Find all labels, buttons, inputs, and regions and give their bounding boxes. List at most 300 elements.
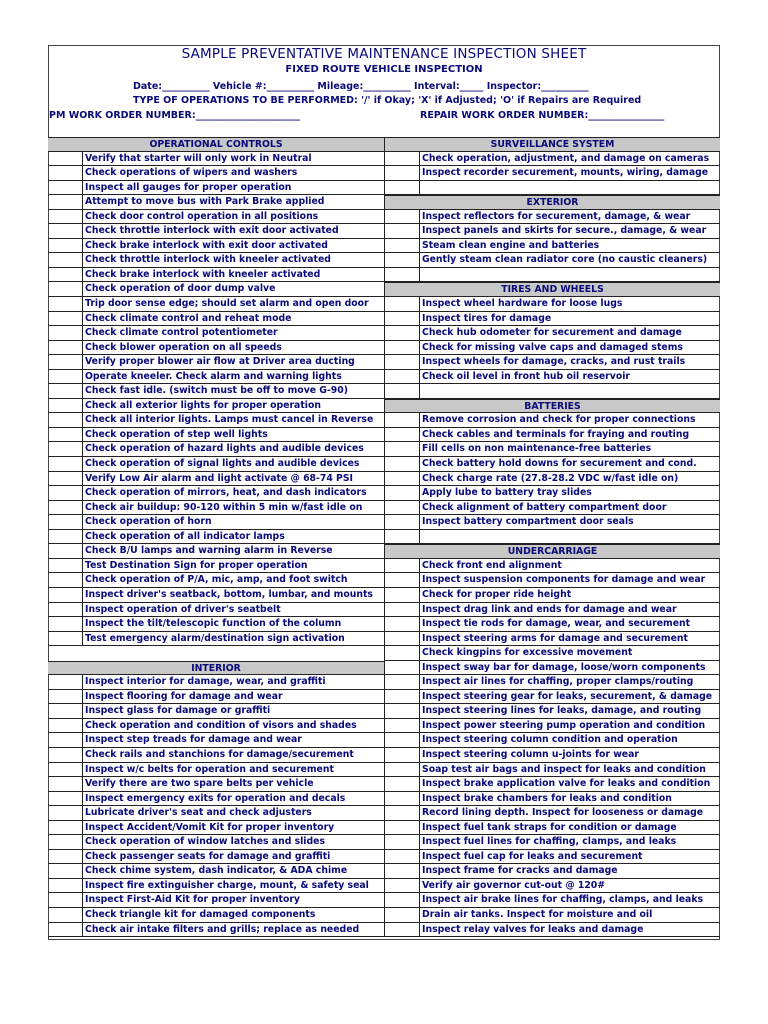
checklist-item-label: Apply lube to battery tray slides bbox=[422, 487, 592, 499]
checklist-row bbox=[385, 661, 720, 676]
checkmark-box[interactable] bbox=[385, 777, 420, 791]
checklist-item-label: Steam clean engine and batteries bbox=[422, 239, 600, 251]
checklist-item-label: Inspect fuel tank straps for condition or damage bbox=[422, 821, 677, 833]
checkmark-box[interactable] bbox=[385, 515, 420, 529]
checklist-item-label: Check throttle interlock with exit door activated bbox=[85, 225, 339, 237]
checkmark-box[interactable] bbox=[385, 893, 420, 907]
checkmark-box[interactable] bbox=[48, 850, 83, 864]
checklist-item-label: Soap test air bags and inspect for leaks and condition bbox=[422, 763, 706, 775]
checklist-item-label: Inspect brake application valve for leaks and condition bbox=[422, 778, 711, 790]
checkmark-box[interactable] bbox=[48, 268, 83, 282]
checkmark-box[interactable] bbox=[385, 675, 420, 689]
checklist-item-label: Verify air governor cut-out @ 120# bbox=[422, 879, 606, 891]
checklist-item-label: Check operation of window latches and slides bbox=[85, 836, 325, 848]
checkmark-box[interactable] bbox=[385, 908, 420, 922]
checklist-row bbox=[385, 559, 720, 574]
checklist-row bbox=[48, 530, 385, 545]
checkmark-box[interactable] bbox=[385, 733, 420, 747]
checklist-row bbox=[385, 501, 720, 516]
checklist-item-label: Check operation of door dump valve bbox=[85, 283, 276, 295]
checklist-item-label: Inspect steering lines for leaks, damage, and routing bbox=[422, 705, 702, 717]
checklist-row bbox=[385, 748, 720, 763]
checklist-row bbox=[48, 850, 385, 865]
checklist-item-label: Check door control operation in all positions bbox=[85, 210, 319, 222]
checkmark-box[interactable] bbox=[48, 370, 83, 384]
checklist-row bbox=[385, 908, 720, 923]
checklist-row bbox=[385, 312, 720, 327]
checkmark-box[interactable] bbox=[385, 442, 420, 456]
checklist-item-label: Inspect steering column u-joints for wear bbox=[422, 748, 639, 760]
checklist-item-label: Check operation of hazard lights and audible devices bbox=[85, 443, 364, 455]
page-title: SAMPLE PREVENTATIVE MAINTENANCE INSPECTION SHEET bbox=[181, 46, 587, 62]
checklist-item-label: Check air buildup: 90-120 within 5 min w/fast idle on bbox=[85, 501, 363, 513]
checklist-row bbox=[48, 704, 385, 719]
checklist-item-label: Check air intake filters and grills; replace as needed bbox=[85, 923, 360, 935]
checkmark-box[interactable] bbox=[48, 457, 83, 471]
checklist-row bbox=[385, 355, 720, 370]
checkmark-box[interactable] bbox=[385, 297, 420, 311]
checkmark-box[interactable] bbox=[48, 501, 83, 515]
checkmark-box[interactable] bbox=[385, 573, 420, 587]
checkmark-box[interactable] bbox=[385, 748, 420, 762]
checklist-row bbox=[48, 588, 385, 603]
section-header bbox=[385, 282, 720, 297]
checklist-row bbox=[48, 326, 385, 341]
checklist-row bbox=[48, 181, 385, 196]
checklist-row bbox=[48, 268, 385, 283]
section-header-label: INTERIOR bbox=[191, 662, 241, 674]
checklist-item-label: Check blower operation on all speeds bbox=[85, 341, 282, 353]
checkmark-box[interactable] bbox=[48, 442, 83, 456]
checklist-item-label: Check operation of step well lights bbox=[85, 428, 268, 440]
checklist-row bbox=[385, 719, 720, 734]
checklist-item-label: Fill cells on non maintenance-free batteries bbox=[422, 443, 652, 455]
repair-work-order-field: REPAIR WORK ORDER NUMBER:________________ bbox=[420, 110, 665, 121]
checkmark-box[interactable] bbox=[385, 312, 420, 326]
checklist-item-label: Check throttle interlock with kneeler activated bbox=[85, 254, 331, 266]
checklist-item-label: Inspect sway bar for damage, loose/worn components bbox=[422, 661, 706, 673]
checklist-row bbox=[48, 908, 385, 923]
checklist-row bbox=[385, 413, 720, 428]
checkmark-box bbox=[385, 530, 420, 544]
blank-row bbox=[385, 181, 720, 196]
checkmark-box[interactable] bbox=[48, 573, 83, 587]
checklist-row bbox=[385, 573, 720, 588]
checkmark-box[interactable] bbox=[385, 923, 420, 937]
checklist-row bbox=[385, 850, 720, 865]
checklist-item-label: Test Destination Sign for proper operation bbox=[85, 559, 308, 571]
checklist-row bbox=[48, 792, 385, 807]
checklist-item-label: Check alignment of battery compartment door bbox=[422, 501, 667, 513]
checklist-item-label: Check climate control potentiometer bbox=[85, 327, 278, 339]
checklist-row bbox=[385, 690, 720, 705]
checkmark-box[interactable] bbox=[48, 413, 83, 427]
checklist-item-label: Inspect power steering pump operation and condition bbox=[422, 719, 706, 731]
checklist-item-label: Inspect frame for cracks and damage bbox=[422, 865, 618, 877]
checkmark-box[interactable] bbox=[48, 224, 83, 238]
checkmark-box[interactable] bbox=[385, 370, 420, 384]
checkmark-box[interactable] bbox=[48, 675, 83, 689]
checklist-row bbox=[385, 777, 720, 792]
checklist-row bbox=[48, 515, 385, 530]
checklist-row bbox=[385, 617, 720, 632]
checklist-item-label: Check brake interlock with exit door activated bbox=[85, 239, 328, 251]
checklist-row bbox=[385, 253, 720, 268]
checklist-row bbox=[385, 806, 720, 821]
checklist-item-label: Check triangle kit for damaged components bbox=[85, 908, 316, 920]
section-header-label: EXTERIOR bbox=[526, 197, 579, 209]
checklist-item-label: Verify Low Air alarm and light activate @ 68-74 PSI bbox=[85, 472, 354, 484]
checkmark-box[interactable] bbox=[385, 763, 420, 777]
checklist-row bbox=[385, 864, 720, 879]
checkmark-box[interactable] bbox=[48, 384, 83, 398]
checklist-item-label: Inspect suspension components for damage and wear bbox=[422, 574, 706, 586]
operations-legend: TYPE OF OPERATIONS TO BE PERFORMED: '/' if Okay; 'X' if Adjusted; 'O' if Repairs are Required bbox=[133, 95, 642, 106]
checkmark-box[interactable] bbox=[48, 792, 83, 806]
checklist-row bbox=[48, 777, 385, 792]
checklist-item-label: Test emergency alarm/destination sign activation bbox=[85, 632, 345, 644]
checkmark-box bbox=[385, 181, 420, 195]
checkmark-box[interactable] bbox=[48, 399, 83, 413]
checklist-row bbox=[385, 428, 720, 443]
checklist-item-label: Inspect brake chambers for leaks and condition bbox=[422, 792, 672, 804]
checklist-item-label: Trip door sense edge; should set alarm and open door bbox=[85, 298, 369, 310]
checkmark-box[interactable] bbox=[48, 893, 83, 907]
info-line: Date:__________ Vehicle #:__________ Mileage:__________ Interval:_____ Inspector:__________ bbox=[133, 81, 589, 92]
checkmark-box[interactable] bbox=[385, 457, 420, 471]
checklist-row bbox=[48, 617, 385, 632]
checklist-row bbox=[385, 297, 720, 312]
checkmark-box[interactable] bbox=[48, 908, 83, 922]
checklist-row bbox=[385, 486, 720, 501]
right-checklist-column bbox=[385, 137, 720, 937]
checklist-item-label: Check charge rate (27.8-28.2 VDC w/fast idle on) bbox=[422, 472, 679, 484]
checklist-row bbox=[385, 675, 720, 690]
checklist-item-label: Record lining depth. Inspect for looseness or damage bbox=[422, 807, 704, 819]
checklist-row bbox=[48, 166, 385, 181]
checklist-row bbox=[48, 210, 385, 225]
checklist-row bbox=[385, 879, 720, 894]
section-header-label: TIRES AND WHEELS bbox=[501, 284, 604, 296]
checkmark-box[interactable] bbox=[385, 326, 420, 340]
checkmark-box[interactable] bbox=[48, 879, 83, 893]
checklist-item-label: Inspect First-Aid Kit for proper inventory bbox=[85, 894, 300, 906]
checklist-item-label: Inspect wheels for damage, cracks, and rust trails bbox=[422, 356, 686, 368]
checklist-row bbox=[385, 224, 720, 239]
checklist-item-label: Inspect interior for damage, wear, and graffiti bbox=[85, 676, 326, 688]
section-header bbox=[385, 137, 720, 152]
checklist-row bbox=[48, 544, 385, 559]
checkmark-box[interactable] bbox=[48, 515, 83, 529]
checklist-item-label: Check rails and stanchions for damage/securement bbox=[85, 748, 354, 760]
checklist-item-label: Gently steam clean radiator core (no caustic cleaners) bbox=[422, 254, 708, 266]
blank-row bbox=[48, 646, 385, 661]
checkmark-box[interactable] bbox=[385, 704, 420, 718]
checkmark-box[interactable] bbox=[48, 253, 83, 267]
checkmark-box[interactable] bbox=[48, 210, 83, 224]
checkmark-box[interactable] bbox=[48, 297, 83, 311]
checklist-row bbox=[385, 646, 720, 661]
checklist-item-label: Remove corrosion and check for proper connections bbox=[422, 414, 696, 426]
checklist-row bbox=[48, 690, 385, 705]
checklist-item-label: Check front end alignment bbox=[422, 559, 562, 571]
section-header bbox=[48, 137, 385, 152]
checkmark-box[interactable] bbox=[48, 748, 83, 762]
checklist-row bbox=[48, 748, 385, 763]
checkmark-box[interactable] bbox=[385, 603, 420, 617]
checklist-item-label: Inspect panels and skirts for secure., damage, & wear bbox=[422, 225, 707, 237]
checklist-item-label: Check cables and terminals for fraying and routing bbox=[422, 428, 690, 440]
checkmark-box[interactable] bbox=[48, 835, 83, 849]
checklist-item-label: Check kingpins for excessive movement bbox=[422, 647, 633, 659]
checkmark-box[interactable] bbox=[48, 282, 83, 296]
checklist-row bbox=[385, 370, 720, 385]
checklist-item-label: Inspect fire extinguisher charge, mount, & safety seal bbox=[85, 879, 369, 891]
checklist-row bbox=[385, 239, 720, 254]
checklist-row bbox=[48, 384, 385, 399]
blank-row bbox=[385, 530, 720, 545]
checklist-item-label: Inspect driver's seatback, bottom, lumbar, and mounts bbox=[85, 588, 373, 600]
section-header bbox=[385, 195, 720, 210]
checkmark-box[interactable] bbox=[385, 835, 420, 849]
checklist-row bbox=[48, 893, 385, 908]
checkmark-box[interactable] bbox=[385, 792, 420, 806]
checklist-item-label: Inspect steering column condition and operation bbox=[422, 734, 678, 746]
checklist-row bbox=[385, 515, 720, 530]
checklist-row bbox=[48, 370, 385, 385]
checklist-item-label: Check hub odometer for securement and damage bbox=[422, 327, 682, 339]
checklist-row bbox=[385, 472, 720, 487]
checklist-item-label: Lubricate driver's seat and check adjusters bbox=[85, 807, 312, 819]
checklist-item-label: Inspect glass for damage or graffiti bbox=[85, 705, 271, 717]
checklist-row bbox=[48, 835, 385, 850]
checklist-item-label: Inspect tires for damage bbox=[422, 312, 552, 324]
checkmark-box[interactable] bbox=[48, 195, 83, 209]
checklist-row bbox=[48, 442, 385, 457]
checklist-row bbox=[48, 719, 385, 734]
checklist-item-label: Inspect battery compartment door seals bbox=[422, 516, 634, 528]
checklist-item-label: Inspect air lines for chaffing, proper clamps/routing bbox=[422, 676, 694, 688]
checkmark-box[interactable] bbox=[48, 326, 83, 340]
checkmark-box[interactable] bbox=[385, 166, 420, 180]
checklist-row bbox=[385, 210, 720, 225]
checklist-item-label: Inspect recorder securement, mounts, wiring, damage bbox=[422, 167, 709, 179]
checklist-item-label: Check operation of P/A, mic, amp, and foot switch bbox=[85, 574, 348, 586]
checklist-row bbox=[48, 675, 385, 690]
checkmark-box[interactable] bbox=[48, 588, 83, 602]
checklist-row bbox=[48, 864, 385, 879]
checkmark-box[interactable] bbox=[385, 632, 420, 646]
checkmark-box[interactable] bbox=[48, 603, 83, 617]
checkmark-box[interactable] bbox=[48, 923, 83, 937]
checkmark-box[interactable] bbox=[48, 472, 83, 486]
checkmark-box[interactable] bbox=[385, 879, 420, 893]
checkmark-box[interactable] bbox=[48, 530, 83, 544]
checkmark-box[interactable] bbox=[385, 690, 420, 704]
checkmark-box[interactable] bbox=[48, 341, 83, 355]
checklist-item-label: Check operation of mirrors, heat, and dash indicators bbox=[85, 487, 367, 499]
checkmark-box bbox=[385, 384, 420, 398]
checklist-row bbox=[385, 763, 720, 778]
checklist-item-label: Inspect air brake lines for chaffing, clamps, and leaks bbox=[422, 894, 704, 906]
checklist-item-label: Check operation, adjustment, and damage on cameras bbox=[422, 152, 710, 164]
checklist-item-label: Inspect the tilt/telescopic function of the column bbox=[85, 618, 342, 630]
checklist-row bbox=[48, 879, 385, 894]
section-header-label: UNDERCARRIAGE bbox=[507, 546, 598, 558]
checklist-item-label: Inspect fuel cap for leaks and securement bbox=[422, 850, 643, 862]
section-header-label: OPERATIONAL CONTROLS bbox=[149, 139, 283, 150]
checklist-row bbox=[48, 821, 385, 836]
page-subtitle: FIXED ROUTE VEHICLE INSPECTION bbox=[285, 64, 483, 75]
checklist-row bbox=[385, 893, 720, 908]
checklist-item-label: Inspect flooring for damage and wear bbox=[85, 690, 283, 702]
checkmark-box[interactable] bbox=[48, 690, 83, 704]
checklist-row bbox=[385, 923, 720, 938]
checkmark-box[interactable] bbox=[48, 544, 83, 558]
checklist-item-label: Attempt to move bus with Park Brake applied bbox=[85, 196, 325, 208]
checklist-item-label: Inspect operation of driver's seatbelt bbox=[85, 603, 281, 615]
section-header-label: SURVEILLANCE SYSTEM bbox=[490, 139, 615, 150]
checkmark-box[interactable] bbox=[385, 850, 420, 864]
checklist-row bbox=[48, 413, 385, 428]
checklist-row bbox=[385, 588, 720, 603]
checklist-row bbox=[385, 152, 720, 167]
checkmark-box[interactable] bbox=[48, 704, 83, 718]
checkmark-box[interactable] bbox=[385, 821, 420, 835]
checklist-row bbox=[48, 573, 385, 588]
checklist-item-label: Check passenger seats for damage and graffiti bbox=[85, 850, 331, 862]
checklist-row bbox=[385, 341, 720, 356]
checkmark-box[interactable] bbox=[48, 806, 83, 820]
checkmark-box[interactable] bbox=[48, 632, 83, 646]
checklist-item-label: Drain air tanks. Inspect for moisture and oil bbox=[422, 908, 653, 920]
checkmark-box[interactable] bbox=[48, 486, 83, 500]
checkmark-box[interactable] bbox=[385, 806, 420, 820]
checklist-row bbox=[48, 399, 385, 414]
checklist-item-label: Inspect steering gear for leaks, securement, & damage bbox=[422, 690, 713, 702]
checklist-row bbox=[48, 733, 385, 748]
checklist-item-label: Inspect step treads for damage and wear bbox=[85, 734, 302, 746]
checklist-item-label: Check operation of signal lights and audible devices bbox=[85, 458, 360, 470]
checkmark-box[interactable] bbox=[48, 166, 83, 180]
checkmark-box[interactable] bbox=[385, 486, 420, 500]
checklist-item-label: Inspect all gauges for proper operation bbox=[85, 181, 292, 193]
checklist-item-label: Inspect relay valves for leaks and damage bbox=[422, 923, 644, 935]
checkmark-box[interactable] bbox=[385, 239, 420, 253]
checkmark-box[interactable] bbox=[385, 646, 420, 660]
checklist-row bbox=[385, 835, 720, 850]
checklist-row bbox=[48, 341, 385, 356]
checkmark-box[interactable] bbox=[48, 719, 83, 733]
checklist-row bbox=[48, 763, 385, 778]
checkmark-box[interactable] bbox=[385, 559, 420, 573]
checklist-row bbox=[385, 821, 720, 836]
checklist-row bbox=[48, 297, 385, 312]
checkmark-box[interactable] bbox=[385, 428, 420, 442]
checklist-row bbox=[385, 442, 720, 457]
checkmark-box[interactable] bbox=[385, 864, 420, 878]
left-checklist-column bbox=[48, 137, 385, 937]
checkmark-box[interactable] bbox=[385, 341, 420, 355]
checklist-item-label: Inspect Accident/Vomit Kit for proper inventory bbox=[85, 821, 335, 833]
checkmark-box[interactable] bbox=[385, 355, 420, 369]
checklist-row bbox=[48, 603, 385, 618]
checklist-item-label: Check battery hold downs for securement and cond. bbox=[422, 458, 697, 470]
checklist-item-label: Check operations of wipers and washers bbox=[85, 167, 298, 179]
checklist-row bbox=[48, 923, 385, 938]
checkmark-box[interactable] bbox=[385, 224, 420, 238]
checklist-item-label: Check climate control and reheat mode bbox=[85, 312, 292, 324]
checklist-row bbox=[385, 603, 720, 618]
checkmark-box[interactable] bbox=[385, 588, 420, 602]
checkmark-box[interactable] bbox=[385, 661, 420, 675]
section-header bbox=[385, 544, 720, 559]
checklist-row bbox=[48, 152, 385, 167]
checklist-item-label: Check B/U lamps and warning alarm in Reverse bbox=[85, 545, 333, 557]
checkmark-box[interactable] bbox=[48, 733, 83, 747]
checklist-item-label: Inspect steering arms for damage and securement bbox=[422, 632, 688, 644]
checkmark-box[interactable] bbox=[385, 253, 420, 267]
checkmark-box bbox=[385, 268, 420, 282]
section-header-label: BATTERIES bbox=[524, 400, 581, 412]
checkmark-box[interactable] bbox=[48, 181, 83, 195]
checkmark-box[interactable] bbox=[48, 777, 83, 791]
checklist-row bbox=[48, 195, 385, 210]
checklist-row bbox=[48, 253, 385, 268]
checklist-item-label: Check fast idle. (switch must be off to move G-90) bbox=[85, 385, 348, 397]
checklist-row bbox=[385, 326, 720, 341]
checkmark-box[interactable] bbox=[48, 355, 83, 369]
checklist-item-label: Operate kneeler. Check alarm and warning lights bbox=[85, 370, 342, 382]
checkmark-box[interactable] bbox=[385, 472, 420, 486]
checklist-item-label: Check oil level in front hub oil reservoir bbox=[422, 370, 630, 382]
blank-row bbox=[385, 268, 720, 283]
checklist-item-label: Inspect fuel lines for chaffing, clamps, and leaks bbox=[422, 836, 677, 848]
checklist-item-label: Verify proper blower air flow at Driver area ducting bbox=[85, 356, 355, 368]
checklist-item-label: Verify that starter will only work in Neutral bbox=[85, 152, 312, 164]
checklist-row bbox=[48, 472, 385, 487]
checklist-item-label: Check operation of all indicator lamps bbox=[85, 530, 285, 542]
checkmark-box[interactable] bbox=[48, 428, 83, 442]
checklist-row bbox=[385, 733, 720, 748]
checkmark-box[interactable] bbox=[385, 210, 420, 224]
checklist-row bbox=[48, 632, 385, 647]
checkmark-box[interactable] bbox=[385, 501, 420, 515]
section-header bbox=[48, 661, 385, 676]
checkmark-box[interactable] bbox=[48, 821, 83, 835]
checklist-item-label: Inspect wheel hardware for loose lugs bbox=[422, 298, 623, 310]
checklist-row bbox=[48, 428, 385, 443]
checklist-row bbox=[48, 312, 385, 327]
checklist-row bbox=[48, 224, 385, 239]
checkmark-box[interactable] bbox=[48, 763, 83, 777]
checkmark-box[interactable] bbox=[48, 239, 83, 253]
checklist-item-label: Inspect drag link and ends for damage and wear bbox=[422, 603, 677, 615]
checkmark-box[interactable] bbox=[48, 312, 83, 326]
checkmark-box[interactable] bbox=[385, 617, 420, 631]
checkmark-box[interactable] bbox=[48, 152, 83, 166]
checkmark-box[interactable] bbox=[385, 152, 420, 166]
checkmark-box[interactable] bbox=[48, 864, 83, 878]
checklist-row bbox=[48, 355, 385, 370]
checkmark-box[interactable] bbox=[48, 559, 83, 573]
checklist-item-label: Check for missing valve caps and damaged stems bbox=[422, 341, 683, 353]
checkmark-box[interactable] bbox=[385, 413, 420, 427]
checkmark-box[interactable] bbox=[48, 617, 83, 631]
checklist-row bbox=[48, 806, 385, 821]
checkmark-box[interactable] bbox=[385, 719, 420, 733]
checklist-item-label: Inspect emergency exits for operation and decals bbox=[85, 792, 346, 804]
